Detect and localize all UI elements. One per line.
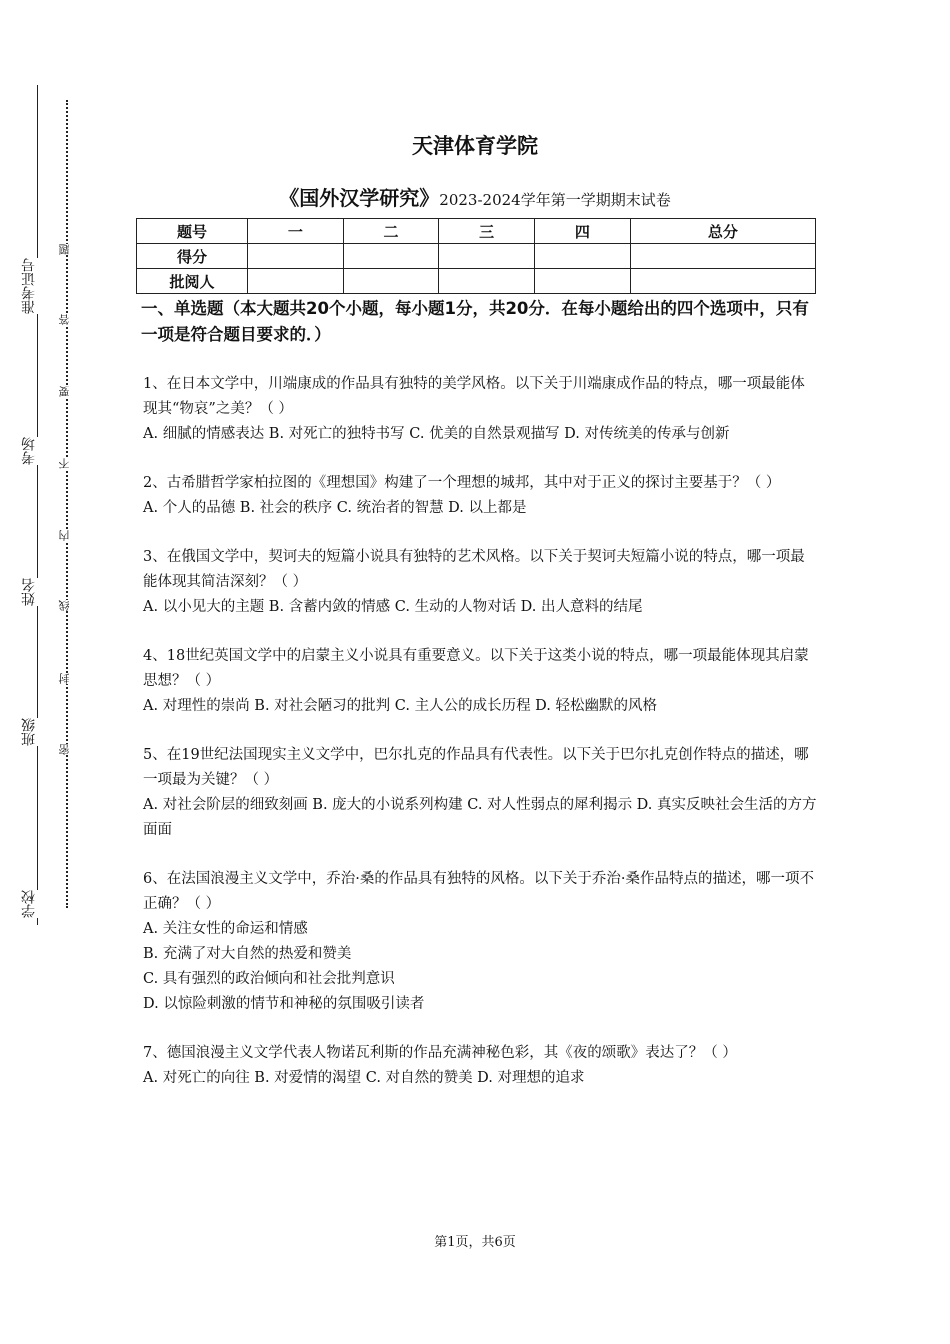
- score-table-header: 三: [439, 219, 535, 244]
- score-table-header: 总分: [630, 219, 815, 244]
- question-options: A. 对死亡的向往 B. 对爱情的渴望 C. 对自然的赞美 D. 对理想的追求: [143, 1070, 585, 1086]
- binding-label-exam-room: 考场: [22, 437, 44, 465]
- seal-char: 不: [59, 458, 74, 469]
- score-table-header-row: [137, 219, 816, 244]
- seal-char: 答: [59, 314, 74, 325]
- score-cell[interactable]: [248, 244, 344, 269]
- question-option: B. 充满了对大自然的热爱和赞美: [143, 946, 352, 962]
- question: [143, 867, 818, 1017]
- section-title: 一、单选题（本大题共20个小题，每小题1分，共20分．在每小题给出的四个选项中，只有一项是符合题目要求的．）: [141, 299, 809, 344]
- binding-label-school: 学校: [22, 890, 44, 918]
- seal-char: 密: [59, 744, 74, 755]
- question-options: A. 对理性的崇尚 B. 对社会陋习的批判 C. 主人公的成长历程 D. 轻松幽默的风格: [143, 698, 658, 714]
- seal-char: 封: [59, 673, 74, 684]
- question: [143, 1041, 818, 1091]
- question-stem: 2、古希腊哲学家柏拉图的《理想国》构建了一个理想的城邦，其中对于正义的探讨主要基于？（ ）: [143, 475, 781, 491]
- binding-seal-line: [66, 100, 68, 908]
- seal-char: 要: [59, 386, 74, 397]
- question-option: C. 具有强烈的政治倾向和社会批判意识: [143, 971, 395, 987]
- school-name: 天津体育学院: [412, 134, 538, 158]
- question-option: A. 关注女性的命运和情感: [143, 921, 308, 937]
- binding-solid-line: [37, 85, 38, 925]
- seal-char: 内: [59, 530, 74, 541]
- exam-term: 2023-2024学年第一学期期末试卷: [439, 191, 671, 209]
- score-table: [136, 218, 816, 294]
- question-options: A. 细腻的情感表达 B. 对死亡的独特书写 C. 优美的自然景观描写 D. 对传统美的传承与创新: [143, 426, 730, 442]
- binding-label-name: 姓名: [22, 578, 44, 606]
- score-table-header: 二: [343, 219, 439, 244]
- question: [143, 644, 818, 719]
- score-row-label: 得分: [137, 244, 248, 269]
- score-table-header: 一: [248, 219, 344, 244]
- score-table-row: [137, 269, 816, 294]
- score-cell[interactable]: [535, 269, 631, 294]
- question-stem: 4、18世纪英国文学中的启蒙主义小说具有重要意义。以下关于这类小说的特点，哪一项最能体现其启蒙思想？（ ）: [143, 648, 809, 689]
- binding-label-class: 班级: [22, 718, 44, 746]
- question: [143, 372, 818, 447]
- question-option: D. 以惊险刺激的情节和神秘的氛围吸引读者: [143, 996, 425, 1012]
- score-table-header: 题号: [137, 219, 248, 244]
- seal-char: 线: [59, 600, 74, 611]
- question: [143, 545, 818, 620]
- score-cell[interactable]: [439, 269, 535, 294]
- score-row-label: 批阅人: [137, 269, 248, 294]
- question-options: A. 以小见大的主题 B. 含蓄内敛的情感 C. 生动的人物对话 D. 出人意料的结尾: [143, 599, 643, 615]
- question-stem: 3、在俄国文学中，契诃夫的短篇小说具有独特的艺术风格。以下关于契诃夫短篇小说的特点，哪一项最能体现其简洁深刻？（ ）: [143, 549, 805, 590]
- exam-content: [143, 296, 818, 1091]
- score-cell[interactable]: [439, 244, 535, 269]
- binding-label-exam-id: 准考证号: [22, 258, 44, 314]
- exam-title: [0, 182, 950, 211]
- score-cell[interactable]: [343, 244, 439, 269]
- question: [143, 471, 818, 521]
- question-options: A. 个人的品德 B. 社会的秩序 C. 统治者的智慧 D. 以上都是: [143, 500, 527, 516]
- seal-char: 题: [59, 244, 74, 255]
- score-cell[interactable]: [248, 269, 344, 294]
- question-stem: 7、德国浪漫主义文学代表人物诺瓦利斯的作品充满神秘色彩，其《夜的颂歌》表达了？（ ）: [143, 1045, 737, 1061]
- question: [143, 743, 818, 843]
- score-cell[interactable]: [535, 244, 631, 269]
- score-cell[interactable]: [343, 269, 439, 294]
- question-stem: 6、在法国浪漫主义文学中，乔治·桑的作品具有独特的风格。以下关于乔治·桑作品特点的描述，哪一项不正确？（ ）: [143, 871, 814, 912]
- page-footer: 第1页，共6页: [434, 1235, 516, 1250]
- question-stem: 5、在19世纪法国现实主义文学中，巴尔扎克的作品具有代表性。以下关于巴尔扎克创作特点的描述，哪一项最为关键？（ ）: [143, 747, 809, 788]
- score-table-row: [137, 244, 816, 269]
- question-stem: 1、在日本文学中，川端康成的作品具有独特的美学风格。以下关于川端康成作品的特点，哪一项最能体现其“物哀”之美？（ ）: [143, 376, 805, 417]
- score-table-header: 四: [535, 219, 631, 244]
- course-name: 《国外汉学研究》: [279, 186, 440, 210]
- question-options: A. 对社会阶层的细致刻画 B. 庞大的小说系列构建 C. 对人性弱点的犀利揭示 D. 真实反映社会生活的方方面面: [143, 797, 817, 838]
- score-cell[interactable]: [630, 269, 815, 294]
- score-cell[interactable]: [630, 244, 815, 269]
